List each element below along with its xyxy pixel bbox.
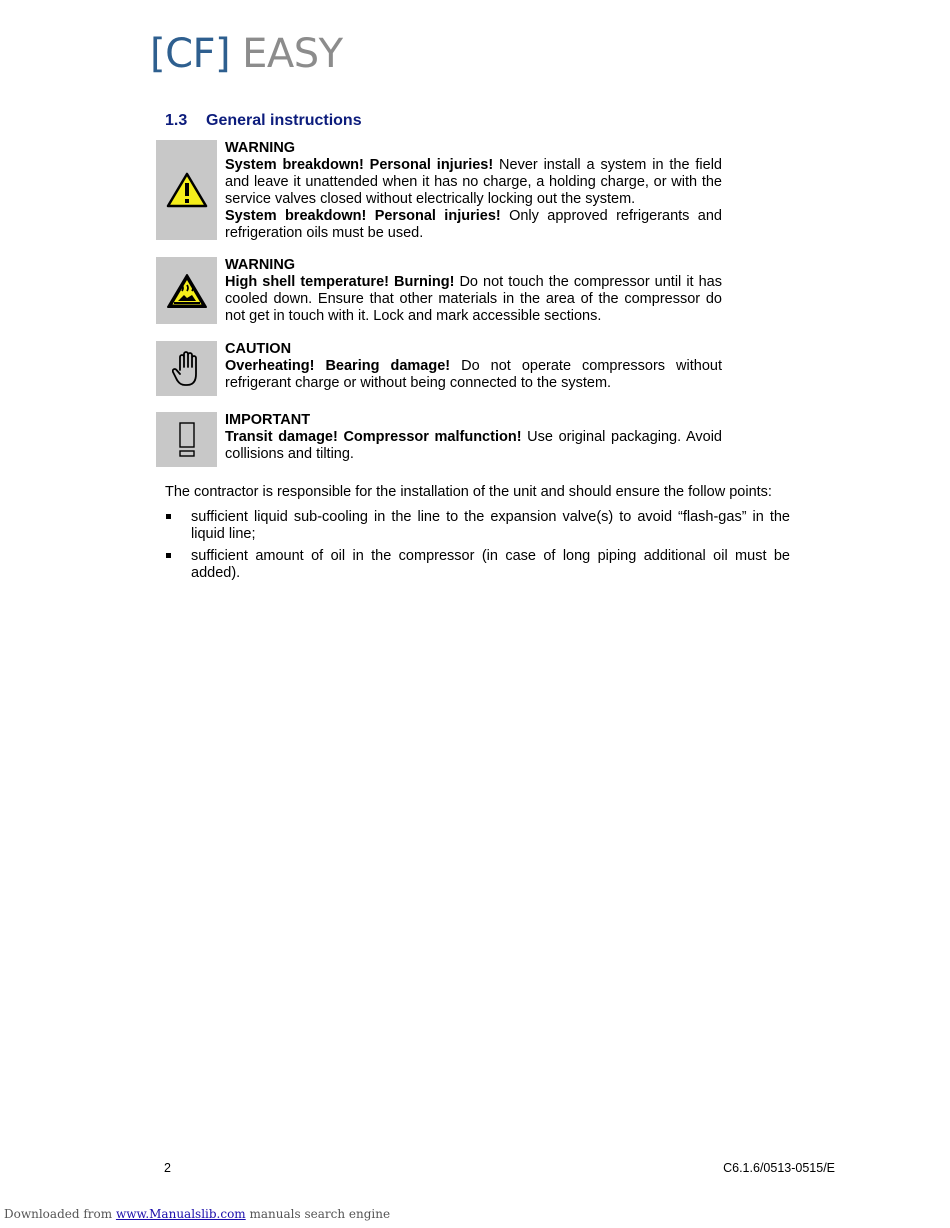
notice-label: CAUTION (225, 341, 292, 357)
notice-label: IMPORTANT (225, 412, 311, 428)
info-box-icon (178, 421, 196, 459)
list-item-text: sufficient amount of oil in the compressor (in case of long piping additional oil must be added). (191, 548, 790, 581)
download-suffix: manuals search engine (245, 1207, 391, 1221)
notice-emphasis: Transit damage! Compressor malfunction! (225, 429, 522, 445)
notice-text: Use original packaging. Avoid collisions and tilting. (225, 429, 722, 462)
notice-text: Do not operate compressors without refrigerant charge or without being connected to the system. (225, 358, 722, 391)
notice-text: Never install a system in the field and leave it unattended when it has no charge, a holding charge, or with the service valves closed without electrically locking out the system. (225, 157, 722, 207)
bullet-square-icon (166, 514, 171, 519)
document-code: C6.1.6/0513-0515/E (723, 1161, 835, 1175)
logo-product-name: EASY (242, 31, 343, 77)
notice-label: WARNING (225, 140, 296, 156)
notice-text: Do not touch the compressor until it has cooled down. Ensure that other materials in the area of the compressor do not get in touch with it. Lock and mark accessible sections. (225, 274, 722, 324)
contractor-intro: The contractor is responsible for the installation of the unit and should ensure the follow points: (165, 484, 772, 500)
download-prefix: Downloaded from (4, 1207, 116, 1221)
notice-important (156, 412, 722, 463)
warning-triangle-icon (166, 172, 208, 208)
brand-logo (150, 31, 343, 77)
hot-surface-icon (166, 273, 208, 309)
download-note (4, 1207, 390, 1221)
notice-paragraph (225, 157, 722, 208)
hand-stop-icon (172, 350, 202, 388)
notice-paragraph (225, 208, 722, 242)
notice-warning-system (156, 140, 722, 242)
section-title: General instructions (206, 112, 362, 129)
notice-warning-temperature (156, 257, 722, 325)
page-number: 2 (164, 1161, 171, 1175)
section-number: 1.3 (165, 112, 188, 129)
list-item-text: sufficient liquid sub-cooling in the line to the expansion valve(s) to avoid “flash-gas” in the liquid line; (191, 509, 790, 542)
notice-paragraph (225, 429, 722, 463)
list-item (165, 509, 790, 543)
notice-paragraph (225, 274, 722, 325)
logo-bracket-text: [CF] (150, 31, 231, 77)
notice-emphasis: Overheating! Bearing damage! (225, 358, 451, 374)
list-item (165, 548, 790, 582)
notice-emphasis: System breakdown! Personal injuries! (225, 208, 501, 224)
notice-paragraph (225, 358, 722, 392)
requirements-list (165, 509, 790, 587)
notice-label: WARNING (225, 257, 296, 273)
bullet-square-icon (166, 553, 171, 558)
section-heading (165, 112, 362, 130)
notice-icon-box (156, 412, 217, 467)
notice-icon-box (156, 341, 217, 396)
notice-icon-box (156, 257, 217, 324)
notice-icon-box (156, 140, 217, 240)
notice-emphasis: System breakdown! Personal injuries! (225, 157, 494, 173)
manualslib-link[interactable]: www.Manualslib.com (115, 1207, 246, 1221)
notice-text: Only approved refrigerants and refrigeration oils must be used. (225, 208, 722, 241)
notice-emphasis: High shell temperature! Burning! (225, 274, 455, 290)
notice-caution (156, 341, 722, 392)
